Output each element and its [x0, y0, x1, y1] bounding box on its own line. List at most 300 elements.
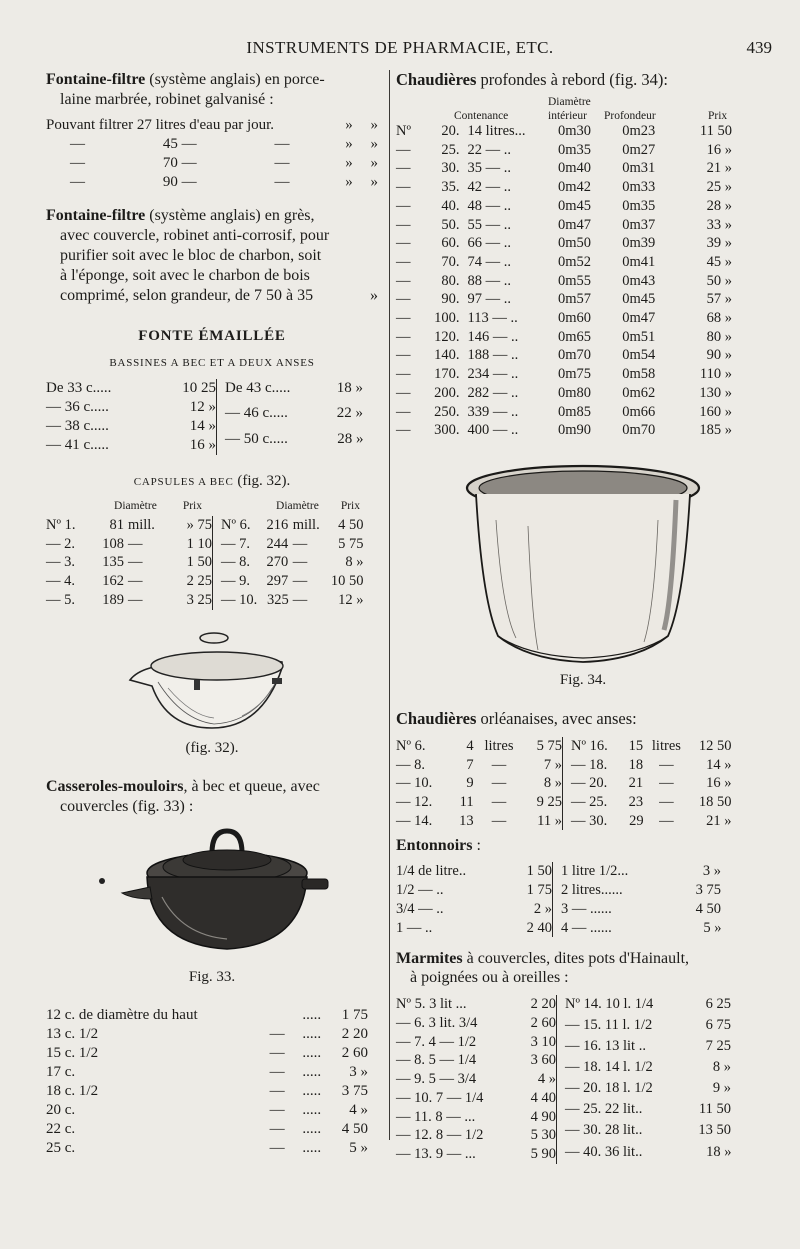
- entonnoirs-heading: [396, 836, 770, 856]
- orleanaise-row: [396, 774, 562, 793]
- chaudiere-row-cell: —: [396, 253, 411, 270]
- chaudiere-row-cell: 70.: [441, 253, 460, 270]
- chaudiere-row-cell: 0m51: [622, 328, 656, 345]
- chaudiere-row-cell: 74 — ..: [467, 253, 512, 270]
- chaudiere-row-cell: 200.: [434, 384, 460, 401]
- marmite-row-cell: — 11. 8 — ...: [396, 1108, 476, 1125]
- entonnoir-row-cell: 3/4 — ..: [396, 900, 444, 917]
- fontaine2-l5: comprimé, selon grandeur, de 7 50 à 35: [60, 287, 314, 304]
- casserole-price-row: [46, 1101, 368, 1120]
- entonnoir-row-cell: 5 »: [703, 919, 722, 936]
- capsule-row-cell: 2 25: [186, 573, 212, 590]
- marmite-row-cell: 5 90: [530, 1145, 556, 1162]
- chaudiere-row-cell: 48 — ..: [467, 197, 512, 214]
- chaudiere-row-cell: 0m37: [622, 216, 656, 233]
- chaudiere-row-cell: 0m65: [558, 328, 592, 345]
- capsule-row-cell: — 3.: [46, 554, 75, 571]
- chaudiere-row-cell: 30.: [441, 160, 460, 177]
- marmite-row-cell: — 25. 22 lit..: [565, 1101, 643, 1118]
- chaudiere-row-cell: 80.: [441, 272, 460, 289]
- casserole-price-row-cell: —: [269, 1044, 285, 1061]
- casserole-price-row: [46, 1063, 368, 1082]
- casseroles-para: [46, 777, 378, 817]
- fig32-caption: (fig. 32).: [185, 739, 239, 756]
- capsule-row-cell: 189: [102, 591, 124, 608]
- capsule-row-cell: 10 50: [330, 573, 364, 590]
- bassines-title: BASSINES A BEC ET A DEUX ANSES: [109, 357, 315, 369]
- orleanaise-row-cell: 11: [459, 794, 474, 811]
- casserole-price-row-cell: [266, 1006, 288, 1025]
- capsule-row-cell: mill.: [127, 517, 155, 533]
- chaudiere-row-cell: 250.: [434, 403, 460, 420]
- casserole-price-row-cell: —: [269, 1120, 285, 1137]
- chaudiere-row-cell: 0m62: [622, 384, 656, 401]
- orleanaise-row-cell: 16 »: [706, 775, 732, 792]
- fig34-caption: Fig. 34.: [559, 671, 607, 688]
- marmite-row-cell: 11 50: [698, 1101, 731, 1118]
- fontaine2-l4: à l'éponge, soit avec le charbon de bois: [60, 267, 310, 284]
- entonnoir-row-cell: 1/2 — ..: [396, 882, 444, 899]
- casserole-price-row-cell: .....: [302, 1101, 322, 1118]
- chaudiere-row-cell: —: [396, 422, 411, 439]
- fontaine2-l5end: »: [370, 287, 378, 304]
- marmites-para: [396, 949, 770, 987]
- running-header: [0, 38, 800, 60]
- marmites-l1: à couvercles, dites pots d'Hainault,: [462, 950, 690, 968]
- marmite-row-cell: — 30. 28 lit..: [565, 1122, 643, 1139]
- capsule-row-cell: 244: [266, 535, 289, 552]
- chaudiere-row-cell: 50 »: [706, 272, 732, 289]
- marmite-row: [396, 1070, 556, 1089]
- bassine-row-cell: 10 25: [182, 380, 216, 396]
- chaudieres-profondes-heading: [396, 70, 770, 90]
- chaudiere-row-cell: 0m33: [622, 179, 656, 196]
- capsule-row-cell: — 10.: [221, 591, 258, 608]
- entonnoirs-left: [396, 862, 552, 937]
- marmite-row-cell: 2 20: [530, 996, 556, 1013]
- capsule-row-cell: mill.: [292, 517, 320, 533]
- chaudiere-row: [396, 328, 732, 347]
- chaudiere-row-cell: 0m23: [622, 123, 656, 139]
- bassine-row: [217, 430, 364, 455]
- chaudiere-row-cell: 0m40: [558, 160, 592, 177]
- marmite-row-cell: — 40. 36 lit..: [565, 1143, 643, 1160]
- left-column: [46, 70, 378, 1158]
- chaudiere-row-cell: 11 50: [699, 123, 732, 139]
- chaudiere-row-cell: —: [396, 197, 411, 214]
- casserole-price-row-cell: .....: [302, 1139, 322, 1156]
- casserole-price-row-cell: 15 c. 1/2: [46, 1044, 99, 1061]
- capsules-grid: [46, 500, 378, 610]
- capsule-row-cell: 81: [109, 517, 124, 533]
- marmite-row: [396, 1014, 556, 1033]
- capsule-row: [46, 572, 212, 591]
- bassine-row-cell: — 46 c.....: [225, 405, 288, 422]
- bassine-row-cell: — 36 c.....: [46, 399, 109, 415]
- chaudiere-row-cell: 0m85: [558, 403, 592, 420]
- chaudiere-row: [396, 178, 732, 197]
- orleanaise-row: [563, 812, 732, 831]
- casserole-price-row-cell: 2 60: [341, 1044, 368, 1061]
- capsule-row-cell: Nº 1.: [46, 517, 76, 533]
- chaudiere-row: [396, 290, 732, 309]
- fontaine1-cell: »: [370, 155, 378, 171]
- chaud-orl-grid: [396, 737, 770, 831]
- orleanaise-row: [563, 774, 732, 793]
- orleanaise-row-cell: —: [659, 812, 674, 829]
- entonnoirs-colon: :: [472, 837, 481, 855]
- chaudiere-row-cell: 339 — ..: [467, 403, 519, 420]
- capsule-row: [213, 591, 364, 610]
- chaudiere-row-cell: —: [396, 403, 411, 420]
- casserole-price-row: [46, 1082, 368, 1101]
- entonnoir-row: [553, 862, 722, 881]
- marmite-row-cell: 9 »: [712, 1080, 731, 1097]
- chaudiere-row-cell: 0m30: [558, 123, 592, 139]
- marmite-row-cell: — 7. 4 — 1/2: [396, 1033, 477, 1050]
- chaudiere-row-cell: 110 »: [699, 366, 732, 383]
- casserole-price-row: [46, 1120, 368, 1139]
- entonnoir-row-cell: 2 »: [533, 900, 552, 917]
- fontaine1-row: [46, 116, 378, 135]
- entonnoir-row-cell: 1 75: [526, 882, 552, 899]
- bassines-grid: [46, 379, 378, 455]
- fontaine1-cell: —: [69, 174, 85, 190]
- chaudiere-row-cell: 100.: [434, 310, 460, 327]
- bassine-row-cell: 12 »: [189, 399, 216, 415]
- orleanaise-row-cell: 18 50: [698, 794, 732, 811]
- casserole-price-row-cell: 4 »: [349, 1101, 368, 1118]
- chaudiere-row-cell: —: [396, 310, 411, 327]
- chaudiere-row: [396, 216, 732, 235]
- marmite-row-cell: 6 25: [705, 996, 731, 1013]
- chaudiere-row-cell: 55 — ..: [467, 216, 512, 233]
- capsule-row-cell: 162: [102, 573, 124, 590]
- chaudiere-row-cell: 50.: [441, 216, 460, 233]
- chaud-orl-left: [396, 737, 562, 831]
- chaudiere-row: [396, 421, 732, 440]
- bassine-row: [46, 417, 216, 436]
- chaudiere-row-cell: 88 — ..: [467, 272, 512, 289]
- chaudiere-row-cell: 300.: [434, 422, 460, 439]
- casserole-price-row-cell: 5 »: [349, 1139, 368, 1156]
- capsule-row-cell: — 7.: [221, 535, 250, 552]
- marmite-row-cell: 6 75: [705, 1017, 731, 1034]
- chaudiere-row-cell: —: [396, 216, 411, 233]
- bassine-row-cell: 18 »: [336, 380, 363, 396]
- orleanaise-row-cell: — 12.: [396, 794, 433, 811]
- orleanaise-row-cell: —: [491, 775, 507, 792]
- marmite-row: [557, 1016, 732, 1037]
- marmite-row: [396, 1145, 556, 1164]
- entonnoir-row: [396, 900, 552, 919]
- chaudiere-row-cell: 20.: [441, 123, 460, 139]
- orleanaise-row-cell: litres: [484, 737, 514, 754]
- chaudiere-row: [396, 122, 732, 141]
- fontaine1-cell: —: [69, 136, 85, 152]
- capsules-title-row: [46, 473, 378, 490]
- bassine-row: [217, 379, 364, 404]
- column-divider: [389, 70, 390, 1140]
- chaudiere-row-cell: 0m75: [558, 366, 592, 383]
- capsule-row-cell: » 75: [186, 517, 212, 533]
- marmite-row: [557, 995, 732, 1016]
- entonnoir-row: [553, 881, 722, 900]
- chaud-orl-right: [562, 737, 732, 831]
- orleanaise-row-cell: 9 25: [536, 794, 562, 811]
- bassine-row-cell: 22 »: [336, 405, 363, 422]
- marmite-row-cell: Nº 5. 3 lit ...: [396, 996, 467, 1013]
- chaudiere-row-cell: 282 — ..: [467, 384, 519, 401]
- entonnoirs-title: Entonnoirs: [396, 837, 473, 855]
- marmite-row-cell: 4 40: [530, 1089, 556, 1106]
- orleanaise-row-cell: 14 »: [706, 756, 732, 773]
- orleanaise-row: [396, 812, 562, 831]
- capsule-row: [213, 572, 364, 591]
- marmite-row-cell: — 15. 11 l. 1/2: [565, 1017, 653, 1034]
- capsules-fig-ref: (fig. 32).: [237, 473, 291, 489]
- marmite-row-cell: — 12. 8 — 1/2: [396, 1127, 484, 1144]
- chaudiere-row-cell: —: [396, 347, 411, 364]
- head-diametre: Diamètre: [548, 96, 591, 108]
- bassine-row-cell: 16 »: [189, 437, 216, 453]
- marmite-row: [557, 1058, 732, 1079]
- chaudiere-row: [396, 346, 732, 365]
- casserole-price-row-cell: 22 c.: [46, 1120, 76, 1137]
- marmite-row-cell: 5 30: [530, 1127, 556, 1144]
- marmites-right: [556, 995, 732, 1163]
- chaudiere-row-cell: 0m43: [622, 272, 656, 289]
- casserole-price-row-cell: .....: [302, 1006, 322, 1023]
- entonnoir-row-cell: 4 — ......: [561, 919, 612, 936]
- chaud-prof-rest: profondes à rebord (fig. 34):: [476, 70, 668, 89]
- capsules-right-block: [212, 500, 364, 610]
- chaudiere-row-cell: 68 »: [706, 310, 732, 327]
- marmite-row-cell: — 13. 9 — ...: [396, 1145, 476, 1162]
- fontaine1-row: [46, 154, 378, 173]
- entonnoir-row-cell: 2 40: [526, 919, 552, 936]
- chaudiere-row-cell: 0m41: [622, 253, 656, 270]
- chaudiere-row: [396, 159, 732, 178]
- entonnoir-row: [396, 881, 552, 900]
- orleanaise-row-cell: 15: [628, 737, 644, 754]
- capsule-row-cell: —: [127, 535, 143, 552]
- fontaine2-l2: avec couvercle, robinet anti-corrosif, pour: [60, 227, 330, 244]
- marmite-row-cell: 3 60: [530, 1052, 556, 1069]
- caps-head-prix-l: Prix: [182, 500, 202, 512]
- orleanaise-row: [396, 793, 562, 812]
- marmite-row: [396, 1089, 556, 1108]
- orleanaise-row: [396, 737, 562, 756]
- bassine-row: [217, 404, 364, 429]
- marmite-row: [557, 1079, 732, 1100]
- chaudiere-row-cell: 97 — ..: [467, 291, 512, 308]
- chaudiere-row-cell: 234 — ..: [467, 366, 519, 383]
- casserole-price-row-cell: 13 c. 1/2: [46, 1025, 99, 1042]
- chaudiere-row: [396, 234, 732, 253]
- orleanaise-row: [563, 756, 732, 775]
- chaudiere-row-cell: —: [396, 235, 411, 252]
- chaudiere-row-cell: 66 — ..: [467, 235, 512, 252]
- casserole-price-row: [46, 1044, 368, 1063]
- chaudiere-row-cell: 0m90: [558, 422, 592, 439]
- orleanaise-row-cell: —: [659, 794, 674, 811]
- casserole-price-row-cell: .....: [302, 1063, 322, 1080]
- chaud-orl-rest: orléanaises, avec anses:: [476, 708, 637, 728]
- fontaine2-l1: (système anglais) en grès,: [145, 207, 315, 224]
- capsule-row-cell: 216: [266, 517, 289, 533]
- fontaine1-cell: »: [370, 174, 378, 190]
- right-column: [396, 70, 770, 1164]
- capsule-row-cell: 5 75: [338, 535, 364, 552]
- chaudiere-row-cell: —: [396, 384, 411, 401]
- entonnoir-row-cell: 1 50: [526, 863, 552, 880]
- marmite-row-cell: Nº 14. 10 l. 1/4: [565, 996, 654, 1013]
- fontaine1-cell: 90 —: [162, 174, 197, 190]
- casserole-price-row-cell: 17 c.: [46, 1063, 76, 1080]
- fontaine1-cell: —: [274, 155, 290, 171]
- casserole-price-row-cell: 3 75: [341, 1082, 368, 1099]
- chaud-prof-headings: [396, 90, 770, 120]
- orleanaise-row-cell: — 20.: [571, 775, 608, 792]
- capsules-left: [46, 516, 212, 610]
- entonnoir-row-cell: 1 litre 1/2...: [561, 863, 629, 880]
- chaudiere-row-cell: 140.: [434, 347, 460, 364]
- capsule-row-cell: 1 10: [186, 535, 212, 552]
- marmite-row-cell: 4 90: [530, 1108, 556, 1125]
- chaudiere-row-cell: 28 »: [706, 197, 732, 214]
- entonnoir-row-cell: 2 litres......: [561, 882, 623, 899]
- orleanaise-row-cell: Nº 6.: [396, 737, 426, 754]
- chaudiere-row-cell: —: [396, 160, 411, 177]
- marmites-term: Marmites: [396, 950, 463, 968]
- caps-head-diam-r: Diamètre: [276, 500, 319, 512]
- marmite-row: [557, 1037, 732, 1058]
- chaudiere-row: [396, 384, 732, 403]
- chaudiere-row-cell: 0m58: [622, 366, 656, 383]
- capsules-right-head: [212, 500, 364, 516]
- capsule-row: [213, 553, 364, 572]
- chaudiere-row: [396, 253, 732, 272]
- entonnoirs-right: [552, 862, 722, 937]
- capsule-row-cell: — 2.: [46, 535, 75, 552]
- orleanaise-row-cell: — 14.: [396, 812, 433, 829]
- fontaine1-cell: »: [370, 117, 378, 133]
- chaudiere-row-cell: 22 — ..: [467, 141, 512, 158]
- casserole-price-row-cell: 20 c.: [46, 1101, 76, 1118]
- capsule-row-cell: — 9.: [221, 573, 250, 590]
- bassine-row-cell: — 41 c.....: [46, 437, 109, 453]
- marmite-row-cell: — 20. 18 l. 1/2: [565, 1080, 653, 1097]
- chaudiere-row-cell: 35.: [441, 179, 460, 196]
- chaudiere-row-cell: 33 »: [706, 216, 732, 233]
- orleanaise-row: [563, 793, 732, 812]
- capsule-row-cell: 325: [266, 591, 289, 608]
- chaudiere-row-cell: 130 »: [699, 384, 732, 401]
- chaudiere-row-cell: 0m60: [558, 310, 592, 327]
- orleanaise-row-cell: —: [491, 812, 507, 829]
- capsule-row-cell: —: [127, 591, 143, 608]
- marmite-row-cell: — 18. 14 l. 1/2: [565, 1059, 653, 1076]
- fontaine2-l3: purifier soit avec le bloc de charbon, soit: [60, 247, 322, 264]
- marmite-row: [396, 1033, 556, 1052]
- entonnoir-row-cell: 1 — ..: [396, 919, 433, 936]
- bassine-row-cell: — 50 c.....: [225, 430, 288, 447]
- bassine-row-cell: De 43 c.....: [225, 380, 291, 396]
- chaudiere-row-cell: 90.: [441, 291, 460, 308]
- capsule-row: [213, 535, 364, 554]
- casserole-price-row: [46, 1006, 368, 1025]
- orleanaise-row-cell: 8 »: [543, 775, 562, 792]
- orleanaise-row-cell: — 8.: [396, 756, 425, 773]
- casserole-price-row-cell: 25 c.: [46, 1139, 76, 1156]
- chaudiere-row-cell: 45 »: [706, 253, 732, 270]
- orleanaise-row-cell: —: [491, 794, 507, 811]
- chaudieres-orleanaises-heading: [396, 709, 770, 729]
- marmite-row: [396, 995, 556, 1014]
- head-profondeur: Profondeur: [604, 110, 656, 122]
- chaudiere-row-cell: 0m50: [558, 235, 592, 252]
- fontaine1-cell: —: [274, 174, 290, 190]
- capsule-row-cell: 4 50: [338, 517, 364, 533]
- orleanaise-row-cell: — 30.: [571, 812, 608, 829]
- running-title: INSTRUMENTS DE PHARMACIE, ETC.: [246, 38, 554, 57]
- head-interieur: intérieur: [548, 110, 587, 122]
- orleanaise-row-cell: 11 »: [537, 812, 562, 829]
- chaudiere-row-cell: 42 — ..: [467, 179, 512, 196]
- orleanaise-row-cell: 12 50: [698, 737, 732, 754]
- entonnoir-row: [396, 919, 552, 938]
- fontaine1-cell: »: [345, 117, 353, 133]
- capsule-row-cell: 135: [102, 554, 124, 571]
- capsules-left-head: [46, 500, 212, 516]
- fontaine1-line2: laine marbrée, robinet galvanisé :: [60, 91, 274, 108]
- casserole-price-row-cell: —: [269, 1025, 285, 1042]
- chaudiere-row-cell: 0m55: [558, 272, 592, 289]
- capsule-row-cell: 1 50: [186, 554, 212, 571]
- marmite-row-cell: — 6. 3 lit. 3/4: [396, 1014, 478, 1031]
- capsule-row-cell: —: [127, 573, 143, 590]
- fontaine1-line1: (système anglais) en porce-: [145, 71, 325, 88]
- bassine-row: [46, 398, 216, 417]
- orleanaise-row-cell: 21 »: [706, 812, 732, 829]
- orleanaise-row-cell: litres: [651, 737, 681, 754]
- marmite-row-cell: 13 50: [698, 1122, 731, 1139]
- chaudiere-row-cell: 0m27: [622, 141, 656, 158]
- casserole-price-row: [46, 1139, 368, 1158]
- marmite-row: [557, 1143, 732, 1164]
- capsule-row-cell: 270: [266, 554, 289, 571]
- chaudiere-row-cell: 0m70: [558, 347, 592, 364]
- marmite-row-cell: — 10. 7 — 1/4: [396, 1089, 484, 1106]
- chaudiere-row: [396, 403, 732, 422]
- chaudiere-row-cell: 39 »: [706, 235, 732, 252]
- capsule-illustration: [122, 628, 302, 738]
- casserole-price-row-cell: —: [269, 1139, 285, 1156]
- orleanaise-row-cell: 7 »: [543, 756, 562, 773]
- fontaine2-l5row: [46, 286, 378, 306]
- marmite-row: [396, 1051, 556, 1070]
- bassines-right: [216, 379, 364, 455]
- marmite-row: [557, 1100, 732, 1121]
- chaudiere-row-cell: 0m52: [558, 253, 592, 270]
- bassine-row: [46, 436, 216, 455]
- casserole-price-row-cell: —: [269, 1082, 285, 1099]
- capsules-title: CAPSULES A BEC: [133, 476, 234, 488]
- capsule-row-cell: 8 »: [345, 554, 364, 571]
- fontaine1-cell: »: [345, 136, 353, 152]
- entonnoir-row: [553, 919, 722, 938]
